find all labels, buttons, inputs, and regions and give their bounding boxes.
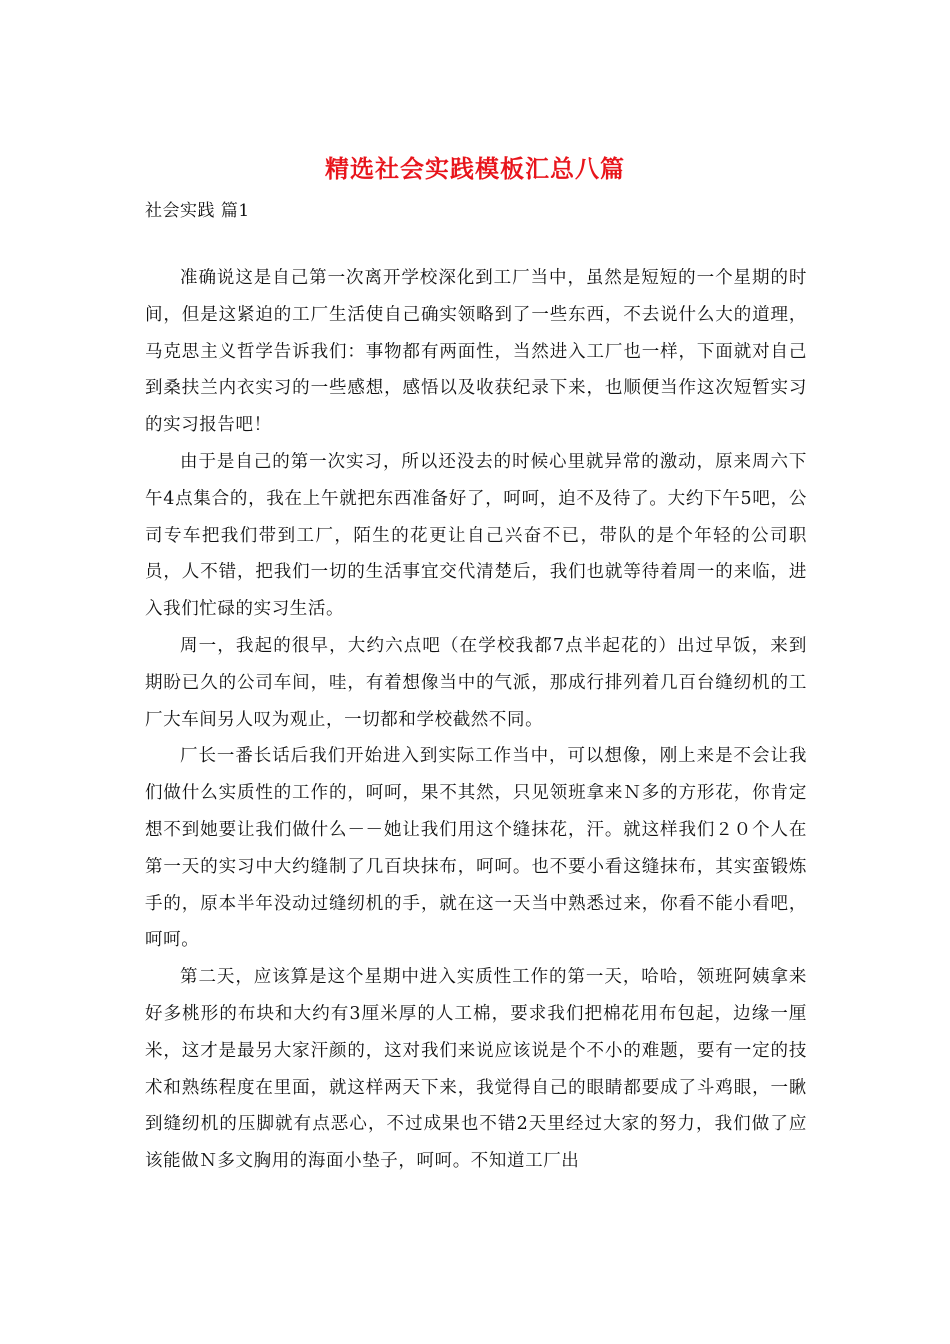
paragraph-5: 第二天，应该算是这个星期中进入实质性工作的第一天，哈哈，领班阿姨拿来好多桃形的布块和大约有3厘米厚的人工棉，要求我们把棉花用布包起，边缘一厘米，这才是最另大家汗颜的，这对我们来说应该说是个不小的难题，要有一定的技术和熟练程度在里面，就这样两天下来，我觉得自己的眼睛都要成了斗鸡眼，一瞅到缝纫机的压脚就有点恶心，不过成果也不错2天里经过大家的努力，我们做了应该能做Ｎ多文胸用的海面小垫子，呵呵。不知道工厂出: [145, 967, 807, 1172]
paragraph-4: 厂长一番长话后我们开始进入到实际工作当中，可以想像，刚上来是不会让我们做什么实质性的工作的，呵呵，果不其然，只见领班拿来Ｎ多的方形花，你肯定想不到她要让我们做什么－－她让我们用这个缝抹花，汗。就这样我们２０个人在第一天的实习中大约缝制了几百块抹布，呵呵。也不要小看这缝抹布，其实蛮锻炼手的，原本半年没动过缝纫机的手，就在这一天当中熟悉过来，你看不能小看吧，呵呵。: [145, 746, 807, 951]
document-body: [145, 260, 807, 1180]
paragraph-3: 周一，我起的很早，大约六点吧（在学校我都7点半起花的）出过早饭，来到期盼已久的公司车间，哇，有着想像当中的气派，那成行排列着几百台缝纫机的工厂大车间另人叹为观止，一切都和学校截然不同。: [145, 635, 807, 730]
paragraph-2: 由于是自己的第一次实习，所以还没去的时候心里就异常的激动，原来周六下午4点集合的，我在上午就把东西准备好了，呵呵，迫不及待了。大约下午5吧，公司专车把我们带到工厂，陌生的花更让自己兴奋不已，带队的是个年轻的公司职员，人不错，把我们一切的生活事宜交代清楚后，我们也就等待着周一的来临，进入我们忙碌的实习生活。: [145, 451, 807, 620]
section-heading: 社会实践 篇1: [145, 201, 250, 221]
document-title: 精选社会实践模板汇总八篇: [325, 154, 625, 183]
paragraph-1: 准确说这是自己第一次离开学校深化到工厂当中，虽然是短短的一个星期的时间，但是这紧迫的工厂生活使自己确实领略到了一些东西，不去说什么大的道理，马克思主义哲学告诉我们：事物都有两面性，当然进入工厂也一样，下面就对自己到桑扶兰内衣实习的一些感想，感悟以及收获纪录下来，也顺便当作这次短暂实习的实习报告吧！: [145, 268, 807, 436]
